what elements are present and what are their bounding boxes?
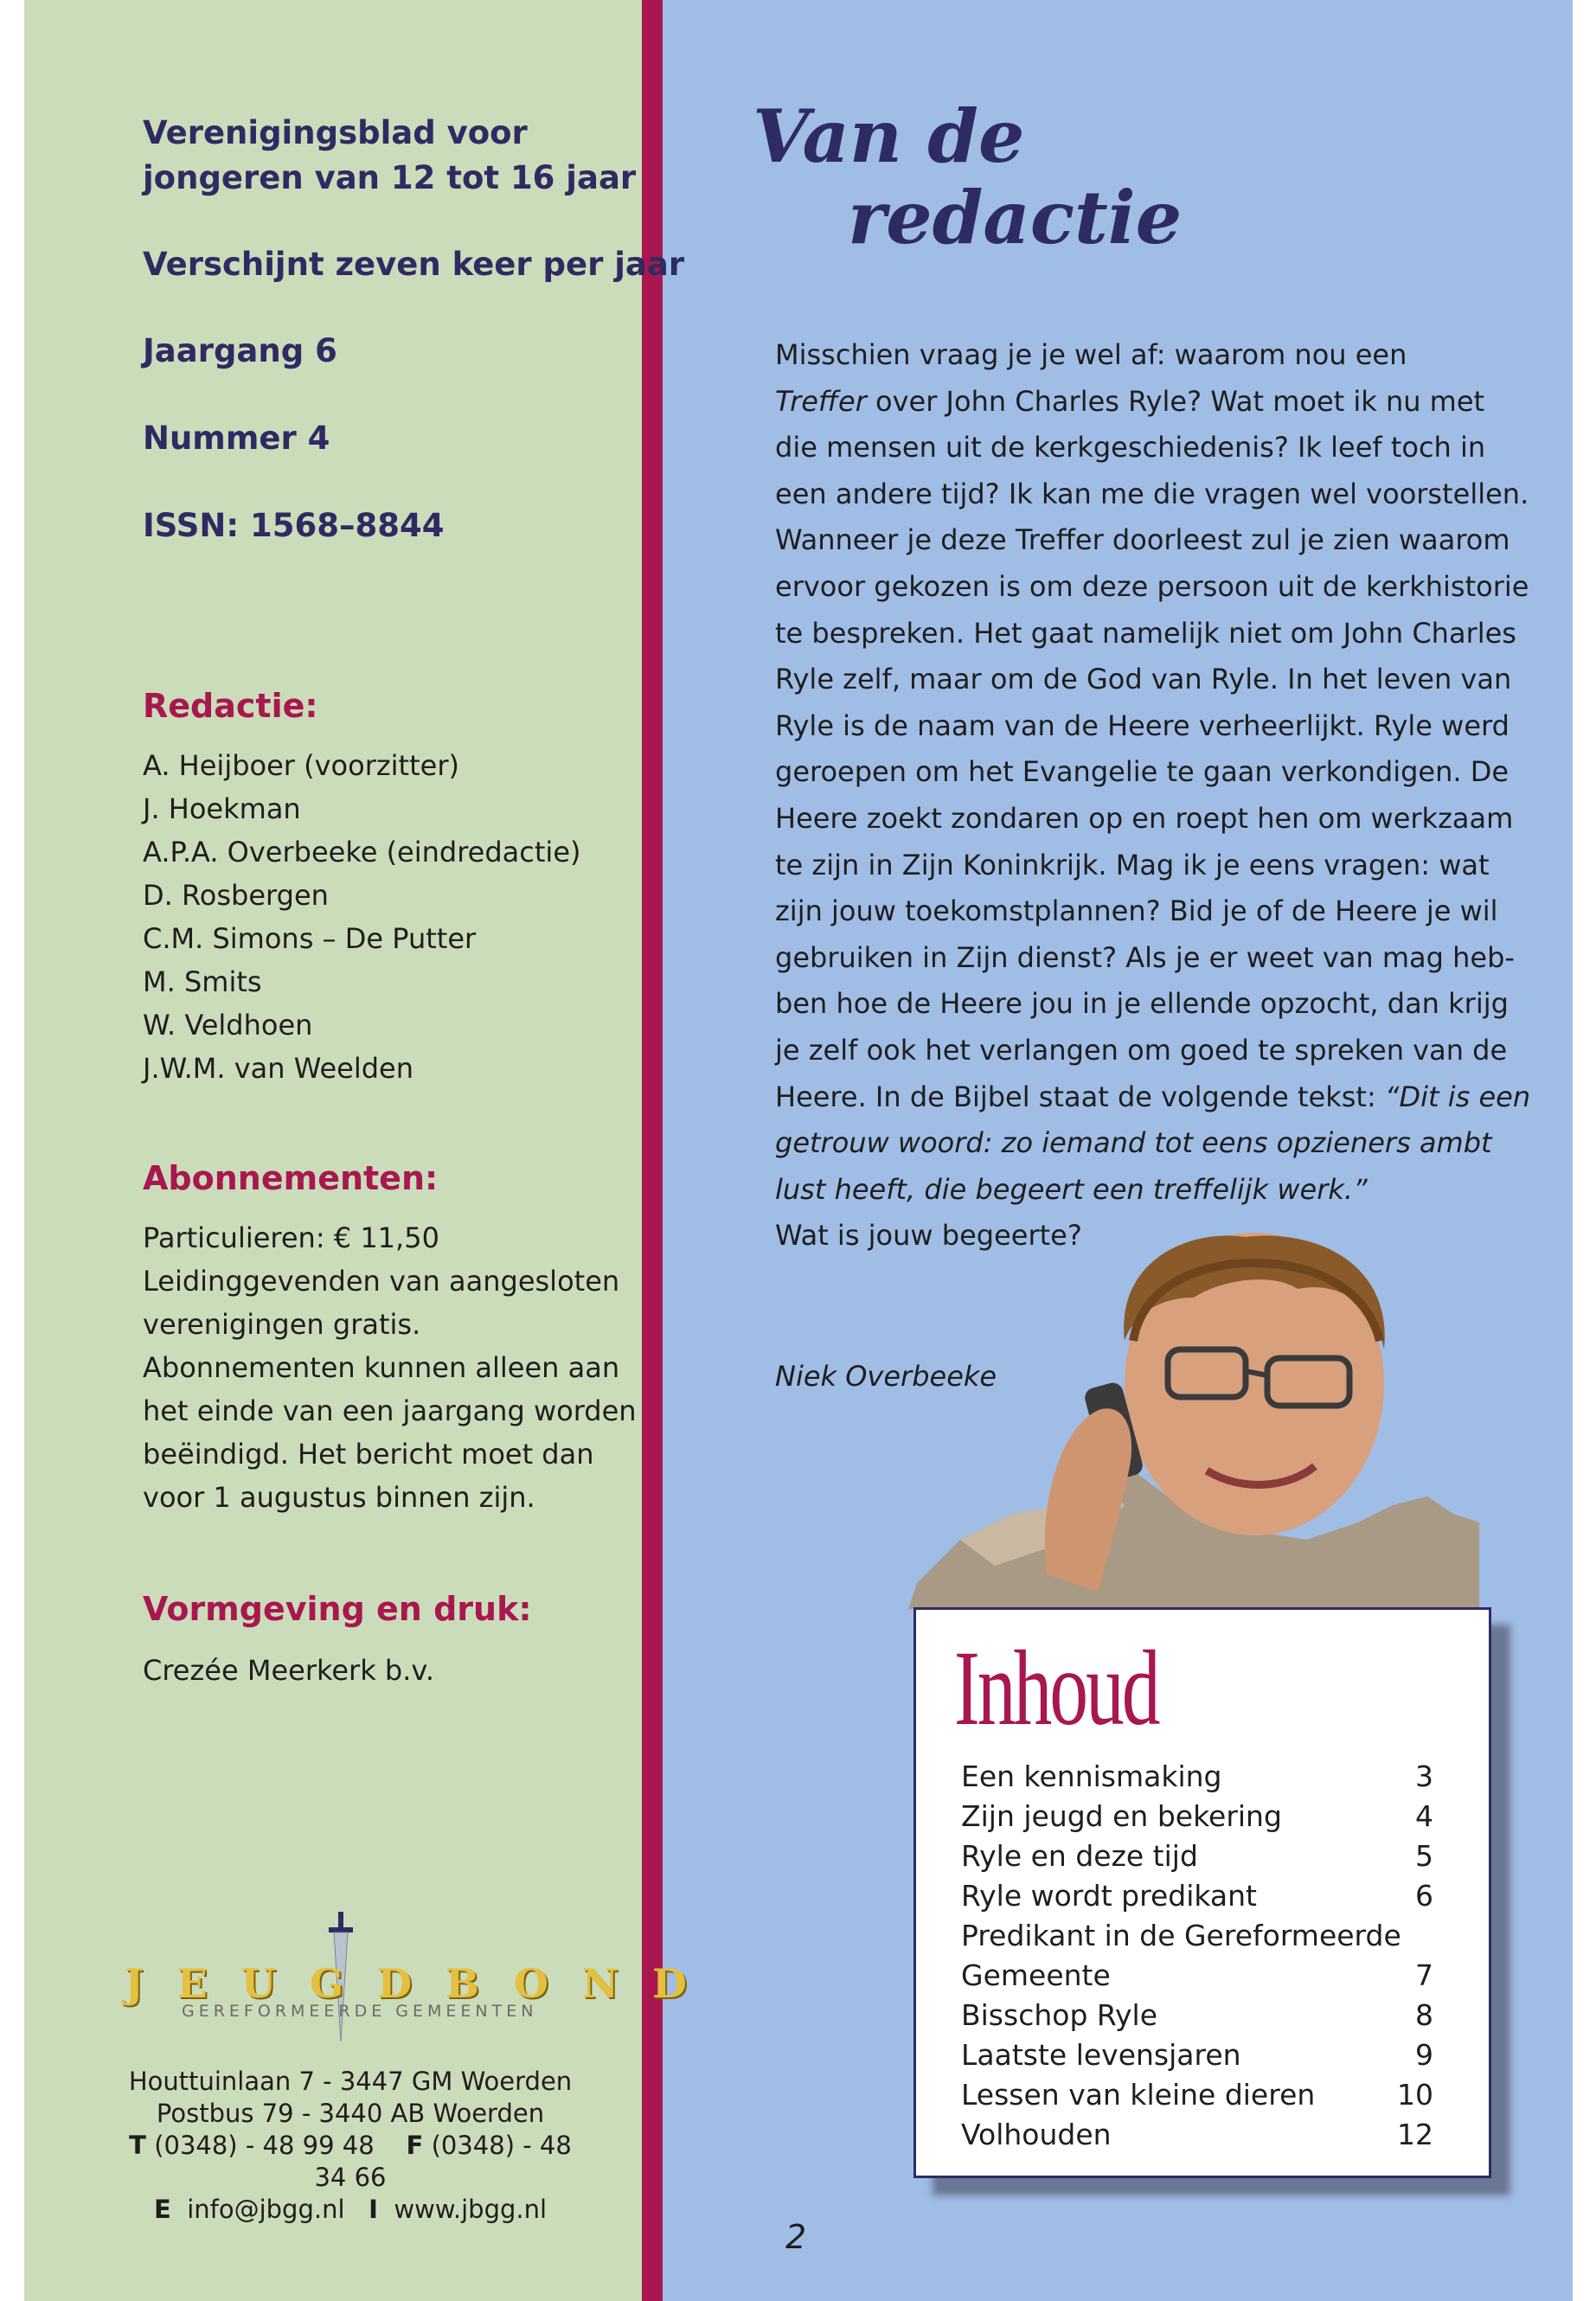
contact-address [121,2066,580,2226]
body-line: je zelf ook het verlangen om goed te spreken van de [775,1033,1508,1067]
intro-line-1: Verenigingsblad voor [143,114,528,151]
redactie-member: W. Veldhoen [143,1009,313,1042]
body-line: Wanneer je deze Treffer doorleest zul je zien waarom [775,523,1510,557]
abonnementen-line: beëindigd. Het bericht moet dan [143,1438,594,1471]
toc-item[interactable] [961,1757,1433,1797]
email-link[interactable]: info@jbgg.nl [187,2195,345,2224]
toc-item-page: 12 [1397,2118,1433,2151]
body-line: Heere zoekt zondaren op en roept hen om werkzaam [775,801,1514,835]
body-line-plain: Heere. In de Bijbel staat de volgende tekst: [775,1080,1385,1113]
toc-item-page: 6 [1415,1879,1433,1913]
body-line: te zijn in Zijn Koninkrijk. Mag ik je eens vragen: wat [775,848,1490,881]
fax-label: F [406,2131,424,2160]
jeugdbond-logo [121,1912,721,2050]
bible-quote: “Dit is een [1384,1080,1531,1113]
body-line: Wat is jouw begeerte? [775,1219,1082,1253]
toc-list [961,1757,1433,2155]
author-signature: Niek Overbeeke [775,1360,997,1393]
toc-item[interactable] [961,1916,1433,1956]
redactie-member: M. Smits [143,965,262,998]
toc-item-label: Lessen van kleine dieren [961,2078,1316,2112]
title-line-2: redactie [848,175,1183,260]
bible-quote: getrouw woord: zo iemand tot eens opzieners ambt [775,1126,1492,1160]
abonnementen-line: voor 1 augustus binnen zijn. [143,1481,535,1514]
toc-item[interactable] [961,2075,1433,2115]
abonnementen-text [143,1216,637,1519]
toc-item[interactable] [961,1836,1433,1876]
address-street: Houttuinlaan 7 - 3447 GM Woerden [128,2067,573,2096]
toc-item[interactable] [961,1876,1433,1916]
body-line [775,1120,1492,1167]
toc-item-page: 10 [1397,2078,1433,2112]
toc-item-page: 7 [1415,1958,1433,1992]
bible-quote: lust heeft, die begeert een treffelijk werk.” [775,1172,1368,1206]
abonnementen-line: Abonnementen kunnen alleen aan [143,1351,620,1384]
toc-item[interactable] [961,2115,1433,2155]
toc-item[interactable] [961,1996,1433,2035]
toc-item-label: Een kennismaking [961,1759,1222,1793]
body-line [775,1074,1531,1121]
body-line-rest: over John Charles Ryle? Wat moet ik nu met [866,384,1485,418]
address-web [121,2194,580,2226]
column-divider [642,0,663,2301]
body-line: te bespreken. Het gaat namelijk niet om John Charles [775,616,1516,650]
toc-item-page: 9 [1415,2038,1433,2072]
abonnementen-line: verenigingen gratis. [143,1308,421,1341]
body-italic: Treffer [775,384,867,418]
toc-item-page: 3 [1415,1759,1433,1793]
body-line [775,1167,1484,1214]
title-line-1: Van de [753,93,1025,179]
page-number: 2 [785,2218,807,2256]
logo-wordmark: JEUGDBOND [125,1960,721,2007]
issn-line: ISSN: 1568–8844 [143,507,445,544]
editorial-body [775,332,1531,1259]
toc-item-label: Ryle wordt predikant [961,1879,1257,1913]
abonnementen-line: Particulieren: € 11,50 [143,1221,439,1254]
redactie-member-list [143,744,580,1090]
toc-item[interactable] [961,2035,1433,2075]
body-line: een andere tijd? Ik kan me die vragen wel voorstellen. [775,477,1529,510]
toc-title: Inhoud [954,1629,1158,1747]
issue-number-line: Nummer 4 [143,420,330,457]
redactie-member: A. Heijboer (voorzitter) [143,749,459,782]
address-phone-fax [121,2130,580,2194]
website-label: I [369,2195,378,2224]
toc-item-label: Predikant in de Gereformeerde [961,1919,1401,1952]
website-link[interactable]: www.jbgg.nl [394,2195,548,2224]
body-line: Misschien vraag je je wel af: waarom nou een [775,338,1407,371]
toc-item-label: Laatste levensjaren [961,2038,1241,2072]
abonnementen-line: Leidinggevenden van aangesloten [143,1265,620,1298]
body-line: ervoor gekozen is om deze persoon uit de kerkhistorie [775,569,1529,603]
abonnementen-heading: Abonnementen: [143,1159,439,1197]
body-line [775,379,1484,426]
body-line: geroepen om het Evangelie te gaan verkondigen. De [775,755,1509,789]
email-label: E [153,2195,171,2224]
body-line: zijn jouw toekomstplannen? Bid je of de Heere je wil [775,894,1498,928]
address-postbus: Postbus 79 - 3440 AB Woerden [156,2099,545,2128]
toc-item-label: Zijn jeugd en bekering [961,1799,1282,1833]
redactie-heading: Redactie: [143,687,318,725]
author-photo [908,1211,1479,1609]
phone-value: (0348) - 48 99 48 [154,2131,375,2160]
toc-item[interactable] [961,1956,1433,1996]
printer-name: Crezée Meerkerk b.v. [143,1654,435,1687]
body-line: die mensen uit de kerkgeschiedenis? Ik leef toch in [775,431,1486,465]
toc-item-label: Bisschop Ryle [961,1998,1158,2032]
body-line: Ryle zelf, maar om de God van Ryle. In het leven van [775,663,1512,696]
redactie-member: C.M. Simons – De Putter [143,922,477,955]
toc-item-page: 8 [1415,1998,1433,2032]
vormgeving-heading: Vormgeving en druk: [143,1590,532,1628]
redactie-member: J. Hoekman [143,792,301,825]
redactie-member: D. Rosbergen [143,879,329,912]
abonnementen-line: het einde van een jaargang worden [143,1394,637,1427]
body-line: ben hoe de Heere jou in je ellende opzocht, dan krijg [775,987,1509,1021]
toc-item-label: Volhouden [961,2118,1112,2151]
fax-value: (0348) - 48 34 66 [314,2131,572,2192]
intro-line-2: jongeren van 12 tot 16 jaar [143,159,637,196]
toc-item-page: 4 [1415,1799,1433,1833]
body-line: Ryle is de naam van de Heere verheerlijkt. Ryle werd [775,708,1509,742]
redactie-member: J.W.M. van Weelden [143,1052,414,1085]
toc-item[interactable] [961,1797,1433,1836]
toc-item-page: 5 [1415,1839,1433,1873]
redactie-member: A.P.A. Overbeeke (eindredactie) [143,836,581,868]
body-line: gebruiken in Zijn dienst? Als je er weet van mag heb- [775,940,1515,974]
toc-item-label: Ryle en deze tijd [961,1839,1198,1873]
frequency-line: Verschijnt zeven keer per jaar [143,246,685,283]
toc-item-label: Gemeente [961,1958,1111,1992]
table-of-contents [913,1607,1491,2178]
logo-subtitle: GEREFORMEERDE GEMEENTEN [182,2002,538,2021]
phone-label: T [129,2131,146,2160]
volume-line: Jaargang 6 [143,332,337,369]
